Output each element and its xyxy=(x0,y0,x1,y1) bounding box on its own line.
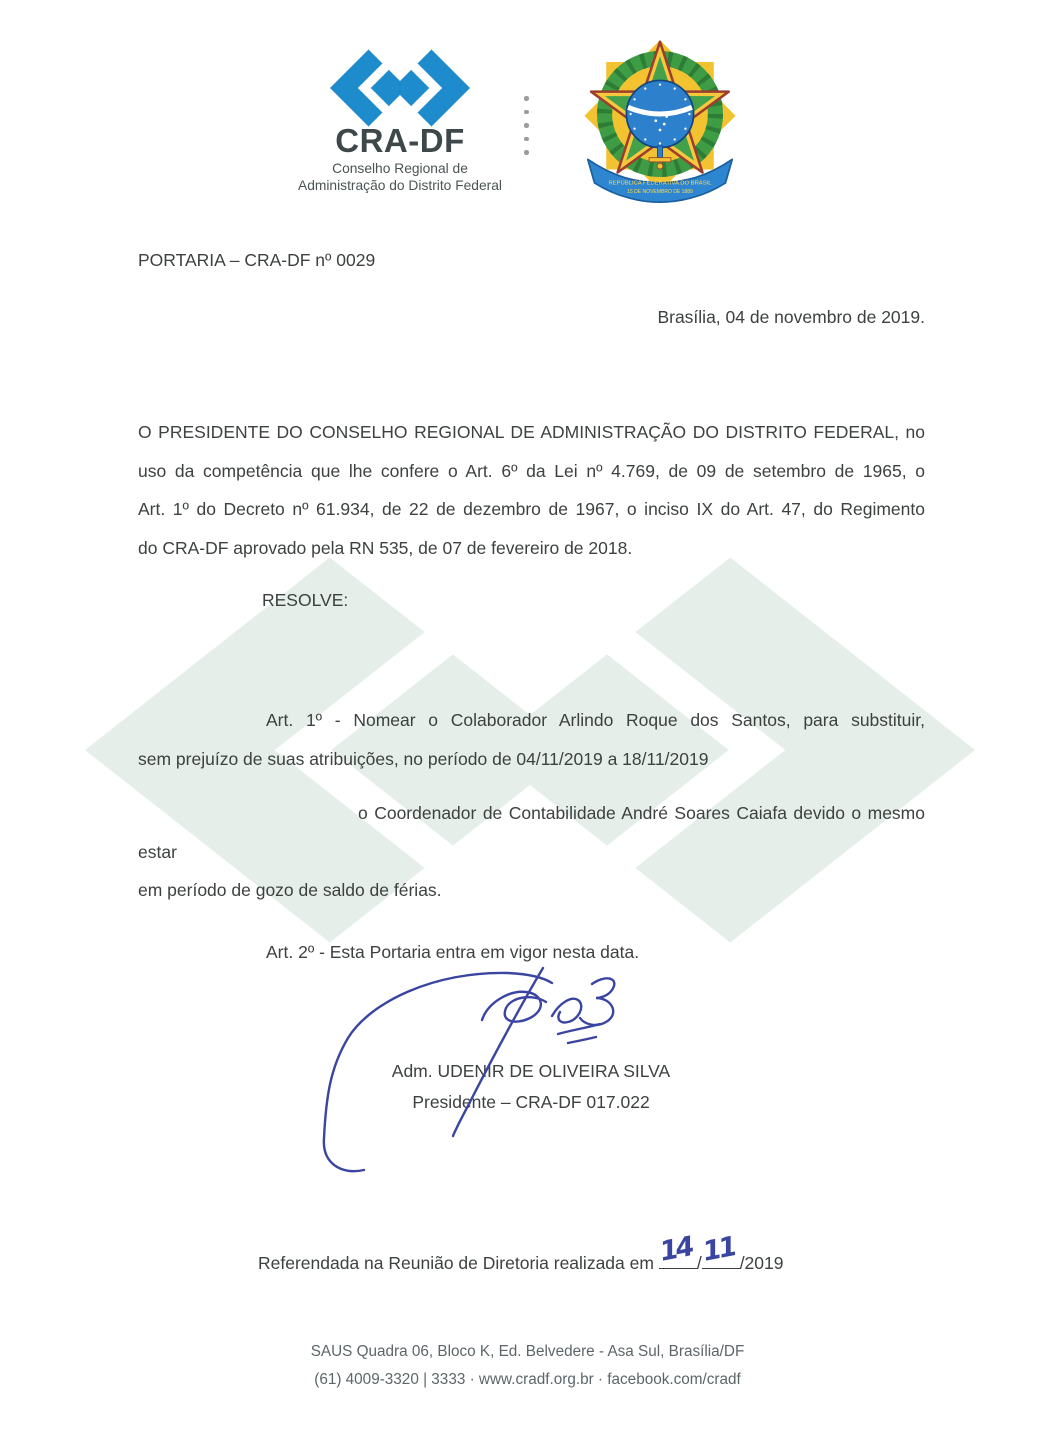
year-suffix: /2019 xyxy=(739,1253,784,1273)
date-line: Brasília, 04 de novembro de 2019. xyxy=(657,307,925,327)
dot-icon xyxy=(524,123,529,128)
article-1b-line: em período de gozo de saldo de férias. xyxy=(138,880,442,901)
article-1-continuation xyxy=(138,794,925,910)
dot-icon xyxy=(524,150,529,155)
tagline-line2: Administração do Distrito Federal xyxy=(298,178,502,193)
dot-icon xyxy=(524,96,529,101)
handwritten-day: 14 xyxy=(657,1231,695,1268)
president-signature xyxy=(320,958,654,1176)
portaria-number: PORTARIA – CRA-DF nº 0029 xyxy=(138,250,376,270)
preamble-paragraph xyxy=(138,413,925,567)
preamble-line: uso da competência que lhe confere o Art. 6º da Lei nº 4.769, de 09 de setembro de 1965, o xyxy=(138,460,925,481)
preamble-line: O PRESIDENTE DO CONSELHO REGIONAL DE ADMINISTRAÇÃO DO DISTRITO FEDERAL, no xyxy=(138,422,925,442)
dot-icon xyxy=(524,110,529,115)
day-blank xyxy=(657,1231,697,1269)
footer-contacts: (61) 4009-3320 | 3333 · www.cradf.org.br · facebook.com/cradf xyxy=(314,1370,741,1388)
coat-ribbon-text-1: REPÚBLICA FEDERATIVA DO BRASIL xyxy=(608,180,712,187)
cra-df-tagline xyxy=(270,160,530,194)
article-1-line: Art. 1º - Nomear o Colaborador Arlindo Roque dos Santos, para substituir, xyxy=(266,710,925,730)
article-1b-line: o Coordenador de Contabilidade André Soares Caiafa devido o mesmo estar xyxy=(138,803,925,862)
dot-icon xyxy=(524,137,529,142)
preamble-line: do CRA-DF aprovado pela RN 535, de 07 de fevereiro de 2018. xyxy=(138,537,633,558)
month-blank xyxy=(700,1231,740,1269)
date-separator: / xyxy=(696,1253,702,1273)
endorsement-line xyxy=(258,1231,784,1274)
handwritten-month: 11 xyxy=(700,1231,737,1268)
tagline-line1: Conselho Regional de xyxy=(332,161,468,176)
signer-name: Adm. UDENIR DE OLIVEIRA SILVA xyxy=(391,1061,671,1081)
signer-title: Presidente – CRA-DF 017.022 xyxy=(412,1092,650,1112)
footer xyxy=(0,1338,1055,1393)
brazil-coat-of-arms xyxy=(576,40,744,204)
article-2-line: Art. 2º - Esta Portaria entra em vigor nesta data. xyxy=(266,942,640,962)
resolve-label: RESOLVE: xyxy=(262,590,349,610)
preamble-line: Art. 1º do Decreto nº 61.934, de 22 de dezembro de 1967, o inciso IX do Art. 47, do Regimento xyxy=(138,499,925,520)
separator-dots xyxy=(524,96,529,164)
footer-address: SAUS Quadra 06, Bloco K, Ed. Belvedere - Asa Sul, Brasília/DF xyxy=(310,1343,745,1360)
cra-df-logo-icon xyxy=(330,46,470,130)
cra-df-wordmark: CRA-DF xyxy=(335,122,465,159)
coat-ribbon-text-2: 15 DE NOVEMBRO DE 1889 xyxy=(627,188,693,195)
article-1-line: sem prejuízo de suas atribuições, no período de 04/11/2019 a 18/11/2019 xyxy=(138,748,709,769)
endorsement-prefix: Referendada na Reunião de Diretoria realizada em xyxy=(258,1253,659,1273)
article-1-paragraph xyxy=(138,701,925,778)
